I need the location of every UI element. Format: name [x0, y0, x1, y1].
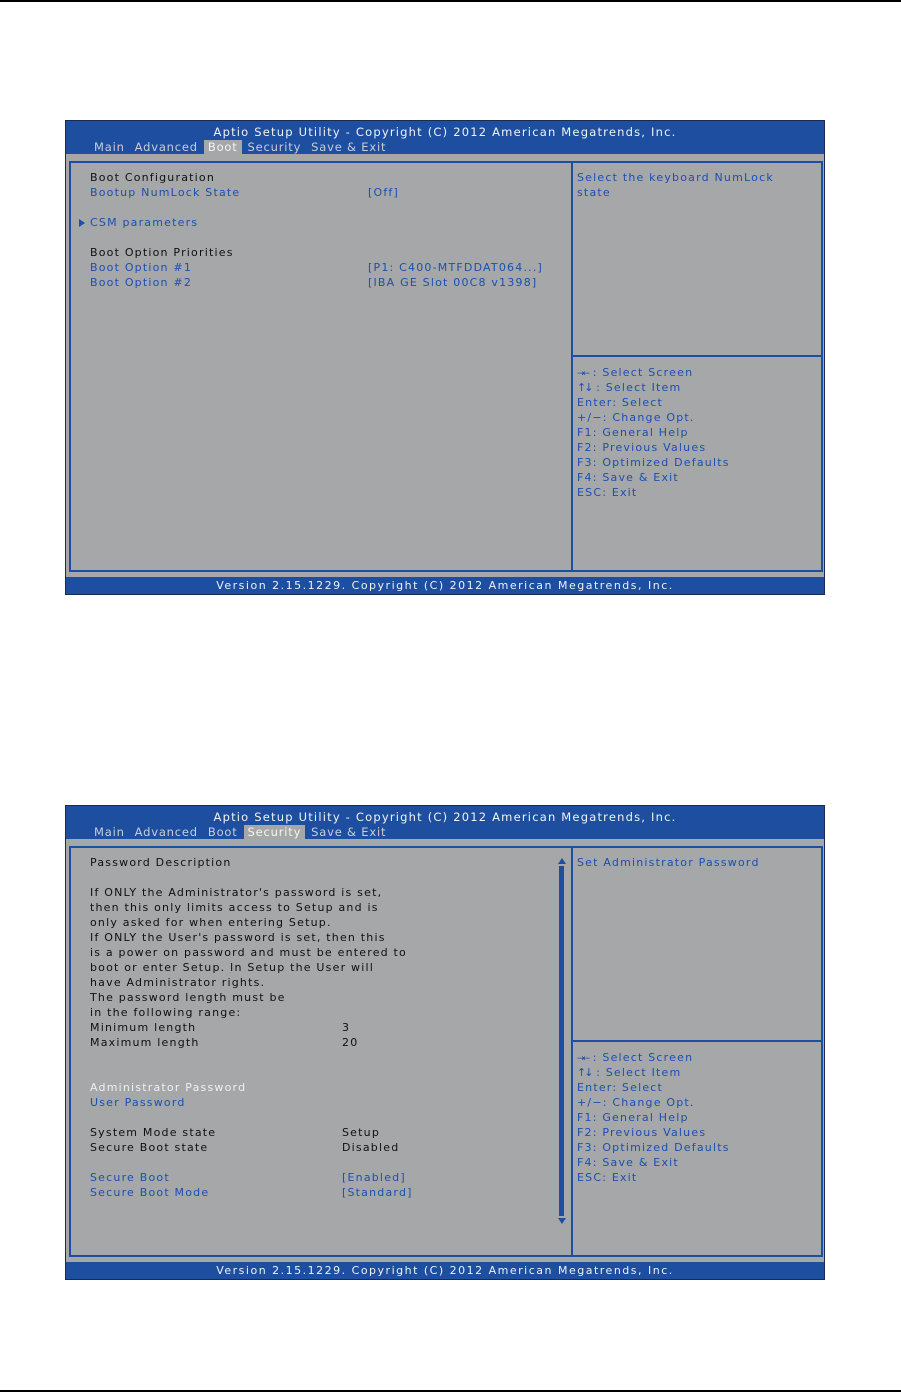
- key-f4: F4: Save & Exit: [577, 1156, 679, 1169]
- key-change-opt: +/−: Change Opt.: [577, 411, 695, 424]
- description-line: If ONLY the User's password is set, then this: [90, 931, 386, 944]
- description-line: boot or enter Setup. In Setup the User will: [90, 961, 374, 974]
- tab-boot[interactable]: Boot: [207, 825, 238, 839]
- bios-title: Aptio Setup Utility - Copyright (C) 2012 American Megatrends, Inc.: [213, 810, 677, 824]
- boot-option-1-value[interactable]: [P1: C400-MTFDDAT064...]: [368, 261, 544, 274]
- secure-boot-state-value: Disabled: [342, 1141, 400, 1154]
- key-change-opt: +/−: Change Opt.: [577, 1096, 695, 1109]
- bios-footer: Version 2.15.1229. Copyright (C) 2012 American Megatrends, Inc.: [66, 577, 824, 594]
- key-enter: Enter: Select: [577, 396, 664, 409]
- key-f1: F1: General Help: [577, 426, 689, 439]
- tab-save-exit[interactable]: Save & Exit: [311, 140, 387, 154]
- bottom-page-rule: [0, 1390, 901, 1392]
- bios-screen-security: [65, 805, 825, 1280]
- description-line: in the following range:: [90, 1006, 242, 1019]
- help-text-line: Select the keyboard NumLock: [577, 171, 774, 184]
- boot-option-1[interactable]: Boot Option #1: [90, 261, 193, 274]
- key-select-screen: →← : Select Screen: [577, 366, 694, 379]
- description-line: is a power on password and must be entered to: [90, 946, 407, 959]
- up-down-arrows-icon: ↑↓: [577, 381, 592, 394]
- maximum-length-label: Maximum length: [90, 1036, 200, 1049]
- tab-advanced[interactable]: Advanced: [134, 140, 198, 154]
- scroll-up-arrow-icon[interactable]: [558, 858, 566, 864]
- tab-security[interactable]: Security: [244, 825, 306, 839]
- help-divider: [573, 1040, 821, 1042]
- password-description-heading: Password Description: [90, 856, 232, 869]
- description-line: The password length must be: [90, 991, 286, 1004]
- boot-option-2-value[interactable]: [IBA GE Slot 00C8 v1398]: [368, 276, 538, 289]
- tab-advanced[interactable]: Advanced: [134, 825, 198, 839]
- boot-option-priorities-heading: Boot Option Priorities: [90, 246, 234, 259]
- numlock-state-value[interactable]: [Off]: [368, 186, 399, 199]
- top-page-rule: [0, 0, 901, 2]
- system-mode-label: System Mode state: [90, 1126, 217, 1139]
- user-password-option[interactable]: User Password: [90, 1096, 186, 1109]
- left-right-arrows-icon: →←: [577, 369, 589, 379]
- key-esc: ESC: Exit: [577, 1171, 638, 1184]
- csm-parameters-link[interactable]: CSM parameters: [90, 216, 199, 229]
- bios-screen-boot: [65, 120, 825, 595]
- description-line: only asked for when entering Setup.: [90, 916, 332, 929]
- administrator-password-option[interactable]: Administrator Password: [90, 1081, 247, 1094]
- numlock-state-option[interactable]: Bootup NumLock State: [90, 186, 241, 199]
- bios-header: [66, 121, 824, 154]
- tab-main[interactable]: Main: [94, 140, 125, 154]
- scrollbar[interactable]: [559, 866, 564, 1216]
- secure-boot-mode-option[interactable]: Secure Boot Mode: [90, 1186, 210, 1199]
- boot-option-2[interactable]: Boot Option #2: [90, 276, 193, 289]
- key-select-item: ↑↓ : Select Item: [577, 381, 682, 394]
- minimum-length-value: 3: [342, 1021, 351, 1034]
- secure-boot-option[interactable]: Secure Boot: [90, 1171, 170, 1184]
- key-f3: F3: Optimized Defaults: [577, 1141, 730, 1154]
- tab-main[interactable]: Main: [94, 825, 125, 839]
- key-f1: F1: General Help: [577, 1111, 689, 1124]
- tab-boot[interactable]: Boot: [204, 140, 242, 154]
- help-divider: [573, 355, 821, 357]
- key-enter: Enter: Select: [577, 1081, 664, 1094]
- description-line: If ONLY the Administrator's password is set,: [90, 886, 383, 899]
- bios-header: [66, 806, 824, 839]
- key-f2: F2: Previous Values: [577, 1126, 707, 1139]
- scroll-down-arrow-icon[interactable]: [558, 1218, 566, 1224]
- secure-boot-state-label: Secure Boot state: [90, 1141, 209, 1154]
- system-mode-value: Setup: [342, 1126, 381, 1139]
- help-text-line: state: [577, 186, 611, 199]
- bios-footer: Version 2.15.1229. Copyright (C) 2012 American Megatrends, Inc.: [66, 1262, 824, 1279]
- tab-bar: [90, 825, 392, 839]
- key-select-screen: →← : Select Screen: [577, 1051, 694, 1064]
- tab-save-exit[interactable]: Save & Exit: [311, 825, 387, 839]
- up-down-arrows-icon: ↑↓: [577, 1066, 592, 1079]
- tab-bar: [90, 140, 392, 154]
- secure-boot-value[interactable]: [Enabled]: [342, 1171, 406, 1184]
- panel-divider: [571, 161, 573, 572]
- description-line: then this only limits access to Setup and is: [90, 901, 379, 914]
- key-f2: F2: Previous Values: [577, 441, 707, 454]
- bios-title: Aptio Setup Utility - Copyright (C) 2012 American Megatrends, Inc.: [213, 125, 677, 139]
- description-line: have Administrator rights.: [90, 976, 266, 989]
- help-text-line: Set Administrator Password: [577, 856, 760, 869]
- left-right-arrows-icon: →←: [577, 1054, 589, 1064]
- tab-security[interactable]: Security: [247, 140, 302, 154]
- key-esc: ESC: Exit: [577, 486, 638, 499]
- submenu-arrow-icon: [79, 219, 85, 227]
- panel-divider: [571, 846, 573, 1257]
- minimum-length-label: Minimum length: [90, 1021, 197, 1034]
- maximum-length-value: 20: [342, 1036, 359, 1049]
- key-f3: F3: Optimized Defaults: [577, 456, 730, 469]
- key-f4: F4: Save & Exit: [577, 471, 679, 484]
- key-select-item: ↑↓ : Select Item: [577, 1066, 682, 1079]
- boot-configuration-heading: Boot Configuration: [90, 171, 216, 184]
- secure-boot-mode-value[interactable]: [Standard]: [342, 1186, 413, 1199]
